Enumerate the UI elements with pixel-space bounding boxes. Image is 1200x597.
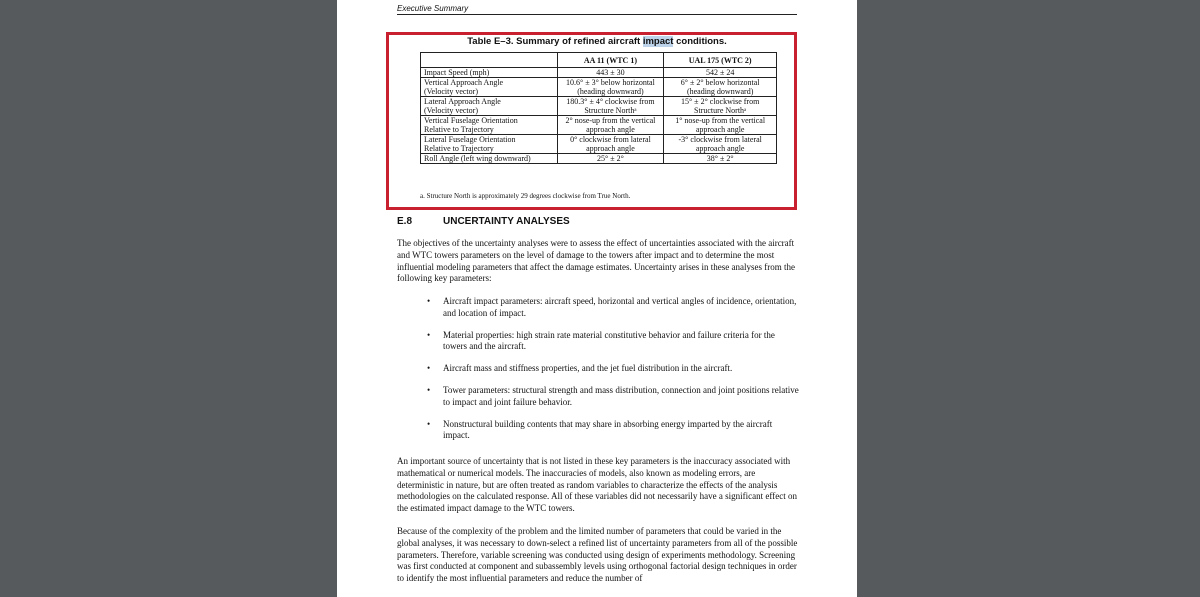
cell-line: Impact Speed (mph) (424, 68, 490, 77)
aa11-cell (557, 154, 664, 164)
list-item-text: Aircraft mass and stiffness properties, and the jet fuel distribution in the aircraft. (443, 363, 733, 374)
cell-line: Vertical Approach Angle (424, 78, 504, 87)
cell-line: Lateral Fuselage Orientation (424, 135, 516, 144)
cell-line: Roll Angle (left wing downward) (424, 154, 531, 163)
header-cell-aa11: AA 11 (WTC 1) (557, 53, 664, 68)
cell-line: 180.3° ± 4° clockwise from (566, 97, 655, 106)
cell-line: -3° clockwise from lateral (678, 135, 762, 144)
table-row (421, 154, 777, 164)
ual175-cell (664, 68, 777, 78)
cell-line: (Velocity vector) (424, 87, 478, 96)
table-body (421, 68, 777, 164)
bullet-icon: • (427, 384, 431, 395)
list-item-text: Nonstructural building contents that may share in absorbing energy imparted by the aircraft impact. (443, 418, 773, 441)
cell-line: 1° nose-up from the vertical (675, 116, 766, 125)
cell-line: approach angle (695, 144, 745, 153)
table-row (421, 97, 777, 116)
bullet-icon: • (427, 418, 431, 429)
key-parameters-list (397, 296, 799, 452)
cell-line: Relative to Trajectory (424, 125, 494, 134)
cell-line: Relative to Trajectory (424, 144, 494, 153)
paragraph-objectives: The objectives of the uncertainty analyses were to assess the effect of uncertainties associated with the aircraft and WTC towers parameters on the level of damage to the towers after impact and to determine the most influential modeling parameters that affect the damage estimates. Uncertainty arises in these analyses from the following key parameters: (397, 238, 795, 284)
ual175-cell (664, 97, 777, 116)
bullet-icon: • (427, 329, 431, 340)
search-highlight[interactable]: impact (642, 36, 674, 47)
cell-line: approach angle (586, 125, 635, 134)
aa11-cell (557, 68, 664, 78)
aa11-cell (557, 97, 664, 116)
param-cell (421, 68, 558, 78)
section-heading (397, 216, 570, 227)
list-item (397, 419, 799, 443)
section-title: UNCERTAINTY ANALYSES (443, 216, 570, 227)
ual175-cell (664, 154, 777, 164)
aa11-cell (557, 116, 664, 135)
aa11-cell (557, 135, 664, 154)
ual175-cell (664, 135, 777, 154)
paragraph-model-uncertainty: An important source of uncertainty that is not listed in these key parameters is the inaccuracy associated with mathematical or numerical models. The inaccuracies of models, also known as modeling errors, are deterministic in nature, but are often treated as random variables to characterize the effects of the analysis methodologies on the calculated response. All of these variables did not necessarily have a significant effect on the estimated impact damage to the WTC towers. (397, 456, 797, 514)
list-item-text: Aircraft impact parameters: aircraft speed, horizontal and vertical angles of incidence, orientation, and location of impact. (443, 296, 797, 318)
param-cell (421, 97, 558, 116)
cell-line: 0° clockwise from lateral (570, 135, 651, 144)
cell-line: approach angle (695, 125, 745, 134)
table-header-row (421, 53, 777, 68)
param-cell (421, 135, 558, 154)
impact-conditions-table (420, 52, 777, 164)
cell-line: 10.6° ± 3° below horizontal (566, 78, 655, 87)
cell-line: Structure Northᵃ (584, 106, 637, 115)
table-title-suffix: conditions. (673, 36, 727, 47)
bullet-icon: • (427, 363, 431, 374)
ual175-cell (664, 116, 777, 135)
list-item (397, 363, 799, 375)
list-item-text: Material properties: high strain rate material constitutive behavior and failure criteria for the towers and the aircraft. (443, 329, 775, 352)
list-item (397, 385, 799, 409)
header-cell-blank (421, 53, 558, 68)
param-cell (421, 154, 558, 164)
cell-line: 542 ± 24 (705, 68, 735, 77)
header-cell-ual175: UAL 175 (WTC 2) (664, 53, 777, 68)
cell-line: (Velocity vector) (424, 106, 478, 115)
list-item (397, 330, 799, 354)
table-footnote: a. Structure North is approximately 29 degrees clockwise from True North. (420, 192, 631, 200)
cell-line: Structure Northᵃ (694, 106, 747, 115)
cell-line: (heading downward) (577, 87, 644, 96)
list-item (397, 296, 799, 320)
document-page (337, 0, 857, 597)
table-title-prefix: Table E–3. Summary of refined aircraft (467, 36, 643, 47)
table-row (421, 135, 777, 154)
table-row (421, 78, 777, 97)
bullet-icon: • (427, 296, 431, 306)
list-item-text: Tower parameters: structural strength and mass distribution, connection and joint positions relative to impact and joint failure behavior. (443, 384, 799, 407)
cell-line: (heading downward) (686, 87, 754, 96)
aa11-cell (557, 78, 664, 97)
section-number: E.8 (397, 216, 413, 227)
cell-line: 6° ± 2° below horizontal (680, 78, 760, 87)
table-row (421, 68, 777, 78)
paragraph-screening: Because of the complexity of the problem and the limited number of parameters that could be varied in the global analyses, it was necessary to down-select a refined list of uncertainty parameters from all of the possible parameters. Therefore, variable screening was conducted using design of experiments methodology. Screening was first conducted at component and subassembly levels using orthogonal factorial design techniques in order to identify the most influential parameters and reduce the number of (397, 526, 798, 584)
param-cell (421, 78, 558, 97)
table-title (337, 36, 857, 47)
cell-line: approach angle (586, 144, 635, 153)
param-cell (421, 116, 558, 135)
cell-line: 25° ± 2° (597, 154, 624, 163)
cell-line: 443 ± 30 (596, 68, 625, 77)
cell-line: Vertical Fuselage Orientation (424, 116, 518, 125)
cell-line: 2° nose-up from the vertical (565, 116, 656, 125)
cell-line: 15° ± 2° clockwise from (680, 97, 760, 106)
cell-line: 38° ± 2° (706, 154, 734, 163)
running-header: Executive Summary (397, 4, 797, 15)
cell-line: Lateral Approach Angle (424, 97, 501, 106)
ual175-cell (664, 78, 777, 97)
table-row (421, 116, 777, 135)
